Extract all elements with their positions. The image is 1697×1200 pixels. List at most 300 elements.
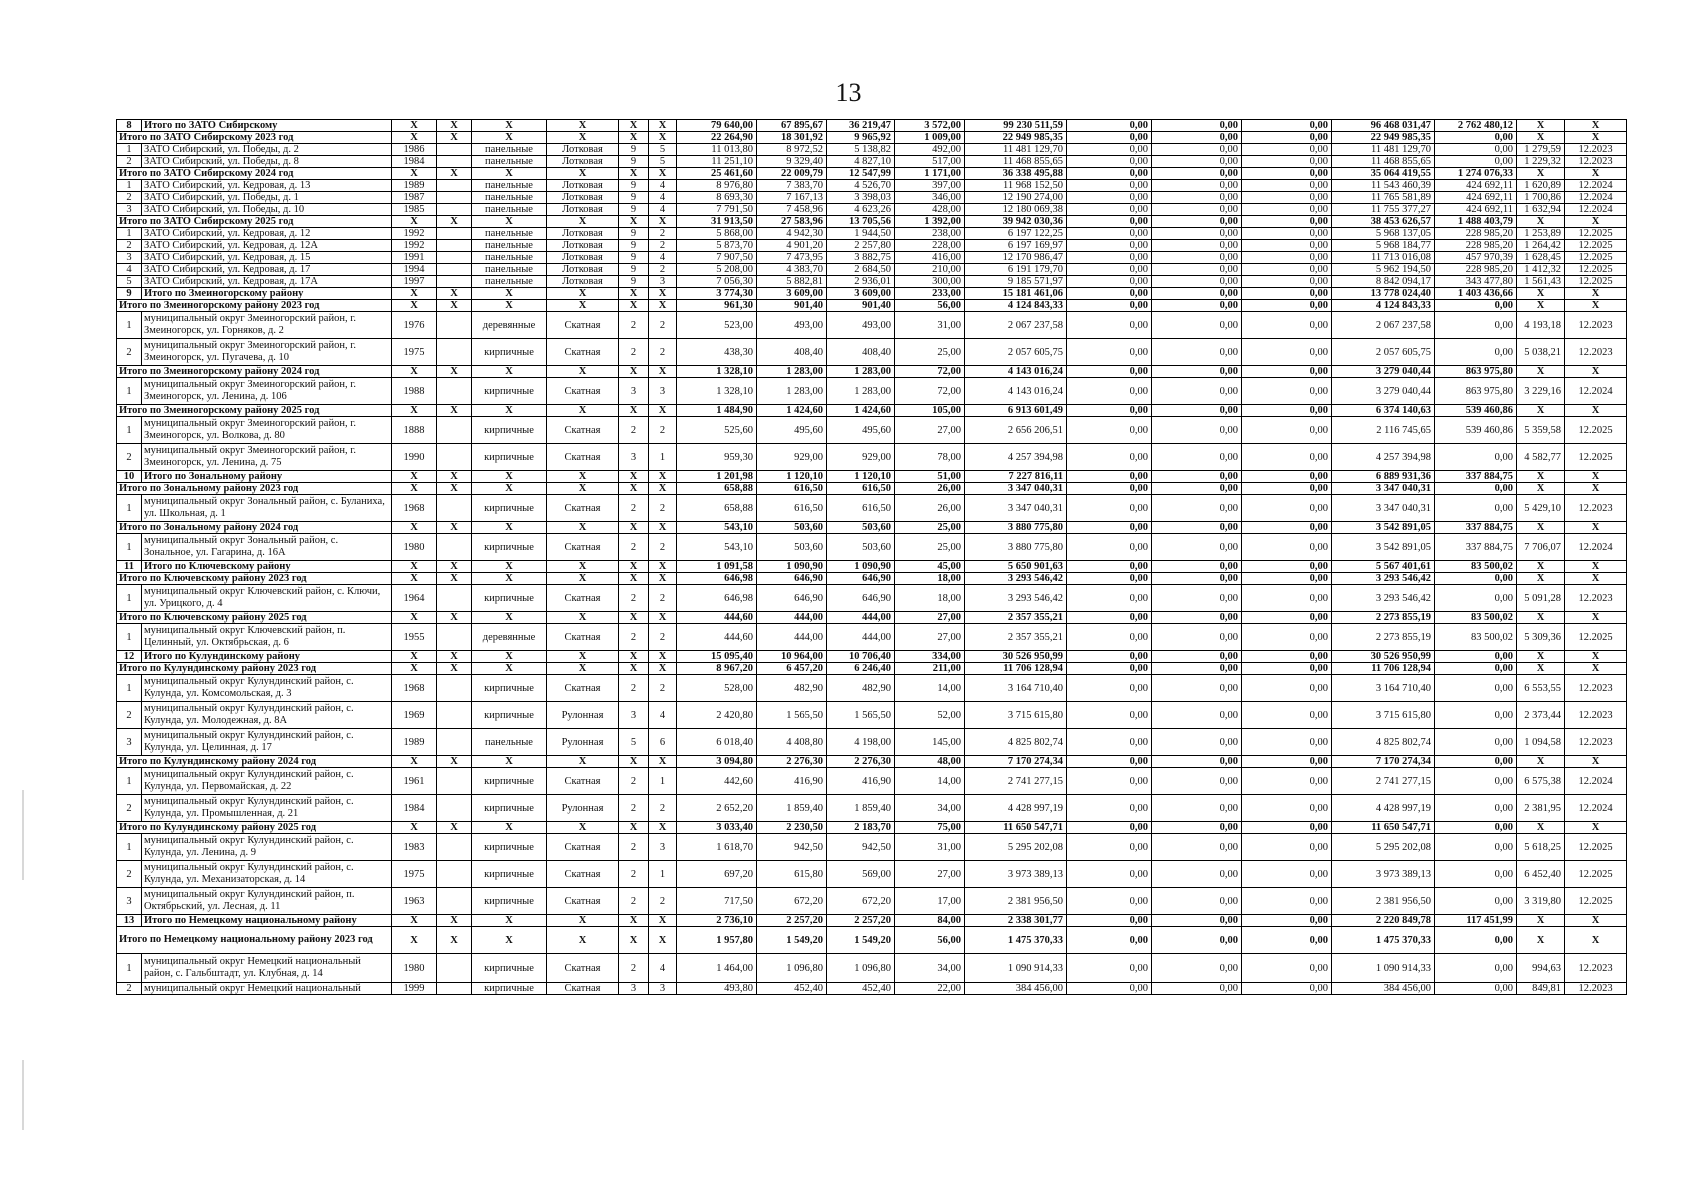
deadline-cell: 12.2025 [1565, 861, 1627, 888]
table-cell: X [437, 300, 472, 312]
table-cell: X [437, 915, 472, 927]
table-cell: 0,00 [1152, 339, 1242, 366]
table-cell: 34,00 [895, 954, 965, 983]
table-cell: 228 985,20 [1435, 264, 1517, 276]
table-cell: X [1517, 522, 1565, 534]
table-cell: X [649, 561, 677, 573]
table-row [117, 729, 1627, 756]
wall-material-cell: кирпичные [472, 795, 547, 822]
row-number-cell: 13 [117, 915, 142, 927]
deadline-cell: X [1565, 651, 1627, 663]
table-cell [437, 444, 472, 471]
wall-material-cell: X [472, 573, 547, 585]
table-cell [437, 264, 472, 276]
table-cell: 0,00 [1067, 405, 1152, 417]
roof-type-cell: X [547, 405, 619, 417]
table-cell: 7 167,13 [757, 192, 827, 204]
table-cell: 6 018,40 [677, 729, 757, 756]
table-cell: 0,00 [1067, 339, 1152, 366]
table-cell: 0,00 [1435, 756, 1517, 768]
table-cell: X [619, 120, 649, 132]
table-cell: 2 057 605,75 [1332, 339, 1435, 366]
table-cell: 0,00 [1067, 522, 1152, 534]
roof-type-cell: X [547, 300, 619, 312]
table-row [117, 264, 1627, 276]
scan-margin-mark [22, 790, 24, 880]
wall-material-cell: X [472, 756, 547, 768]
table-cell: 0,00 [1067, 300, 1152, 312]
table-cell: 0,00 [1152, 702, 1242, 729]
wall-material-cell: X [472, 651, 547, 663]
table-cell: X [619, 522, 649, 534]
subtotal-row [117, 405, 1627, 417]
table-cell: 646,90 [757, 585, 827, 612]
table-cell: 99 230 511,59 [965, 120, 1067, 132]
table-cell: X [649, 915, 677, 927]
table-cell: 4 [649, 954, 677, 983]
row-number-cell: 1 [117, 768, 142, 795]
table-cell: 495,60 [757, 417, 827, 444]
table-cell: 5 295 202,08 [1332, 834, 1435, 861]
subtotal-label-cell: Итого по ЗАТО Сибирскому 2024 год [117, 168, 392, 180]
table-cell: 0,00 [1242, 471, 1332, 483]
year-cell: 1968 [392, 675, 437, 702]
table-cell: 7 170 274,34 [1332, 756, 1435, 768]
address-cell: муниципальный округ Кулундинский район, с. Кулунда, ул. Первомайская, д. 22 [142, 768, 392, 795]
table-cell: 0,00 [1242, 861, 1332, 888]
table-cell: 1 171,00 [895, 168, 965, 180]
table-cell: 0,00 [1435, 300, 1517, 312]
table-cell: X [1517, 168, 1565, 180]
table-cell: 0,00 [1152, 156, 1242, 168]
roof-type-cell: Лотковая [547, 240, 619, 252]
table-cell: 0,00 [1067, 534, 1152, 561]
table-cell [437, 228, 472, 240]
table-row [117, 276, 1627, 288]
wall-material-cell: кирпичные [472, 702, 547, 729]
table-cell: 444,60 [677, 612, 757, 624]
wall-material-cell: X [472, 120, 547, 132]
deadline-cell: X [1565, 132, 1627, 144]
table-cell: 3 347 040,31 [1332, 483, 1435, 495]
wall-material-cell: X [472, 915, 547, 927]
row-number-cell: 1 [117, 495, 142, 522]
table-cell: 0,00 [1435, 861, 1517, 888]
table-cell: 1 [649, 861, 677, 888]
row-number-cell: 2 [117, 861, 142, 888]
table-cell: 646,90 [757, 573, 827, 585]
table-cell: 0,00 [1242, 702, 1332, 729]
table-row [117, 312, 1627, 339]
table-cell: 334,00 [895, 651, 965, 663]
table-cell: 0,00 [1152, 983, 1242, 995]
table-cell: X [619, 822, 649, 834]
table-cell [437, 156, 472, 168]
wall-material-cell: X [472, 927, 547, 954]
table-cell: 4 257 394,98 [1332, 444, 1435, 471]
table-cell: 26,00 [895, 483, 965, 495]
table-cell: 2 [649, 624, 677, 651]
table-cell: 0,00 [1152, 675, 1242, 702]
table-cell: 0,00 [1242, 651, 1332, 663]
deadline-cell: X [1565, 366, 1627, 378]
table-cell: 0,00 [1242, 795, 1332, 822]
roof-type-cell: Скатная [547, 888, 619, 915]
table-cell: 0,00 [1242, 300, 1332, 312]
deadline-cell: 12.2025 [1565, 834, 1627, 861]
wall-material-cell: X [472, 168, 547, 180]
subtotal-row [117, 822, 1627, 834]
table-cell: 36 219,47 [827, 120, 895, 132]
deadline-cell: X [1565, 612, 1627, 624]
table-cell: X [619, 471, 649, 483]
table-cell: 8 842 094,17 [1332, 276, 1435, 288]
table-cell: 1 475 370,33 [1332, 927, 1435, 954]
table-cell [437, 834, 472, 861]
table-cell: X [649, 756, 677, 768]
table-cell: 117 451,99 [1435, 915, 1517, 927]
wall-material-cell: кирпичные [472, 861, 547, 888]
roof-type-cell: X [547, 120, 619, 132]
subtotal-row [117, 927, 1627, 954]
table-cell: X [1517, 756, 1565, 768]
table-cell: 6 889 931,36 [1332, 471, 1435, 483]
roof-type-cell: Скатная [547, 768, 619, 795]
table-cell: 0,00 [1242, 264, 1332, 276]
subtotal-row [117, 366, 1627, 378]
table-cell: 0,00 [1242, 822, 1332, 834]
table-cell: 2 116 745,65 [1332, 417, 1435, 444]
table-cell: 1 403 436,66 [1435, 288, 1517, 300]
table-cell: 3 880 775,80 [965, 534, 1067, 561]
deadline-cell: 12.2023 [1565, 339, 1627, 366]
subtotal-label-cell: Итого по ЗАТО Сибирскому [142, 120, 392, 132]
table-cell: 11 706 128,94 [965, 663, 1067, 675]
year-cell: 1976 [392, 312, 437, 339]
table-cell: 0,00 [1152, 204, 1242, 216]
wall-material-cell: панельные [472, 144, 547, 156]
register-sheet [116, 119, 1626, 995]
table-cell: 0,00 [1152, 585, 1242, 612]
table-cell: 2 [649, 417, 677, 444]
table-cell: 0,00 [1152, 405, 1242, 417]
table-row [117, 495, 1627, 522]
table-cell: 0,00 [1242, 120, 1332, 132]
table-cell: 503,60 [757, 522, 827, 534]
housing-register-table [116, 119, 1627, 995]
subtotal-row [117, 612, 1627, 624]
table-cell: 4 [649, 702, 677, 729]
table-cell: 2 273 855,19 [1332, 624, 1435, 651]
table-cell: 444,60 [677, 624, 757, 651]
table-cell: 4 428 997,19 [965, 795, 1067, 822]
table-cell: 646,90 [827, 585, 895, 612]
table-cell: 528,00 [677, 675, 757, 702]
table-cell: 2 257,20 [757, 915, 827, 927]
address-cell: муниципальный округ Немецкий национальный [142, 983, 392, 995]
row-number-cell: 1 [117, 312, 142, 339]
table-cell: 9 185 571,97 [965, 276, 1067, 288]
table-cell: X [1517, 216, 1565, 228]
address-cell: муниципальный округ Кулундинский район, с. Кулунда, ул. Молодежная, д. 8А [142, 702, 392, 729]
table-cell: 408,40 [757, 339, 827, 366]
table-cell: 83 500,02 [1435, 612, 1517, 624]
table-cell: 79 640,00 [677, 120, 757, 132]
row-number-cell: 1 [117, 534, 142, 561]
table-cell: X [1517, 300, 1565, 312]
table-cell: 2 [619, 888, 649, 915]
table-cell: 0,00 [1152, 288, 1242, 300]
table-cell: 1 091,58 [677, 561, 757, 573]
table-cell: 2 [619, 585, 649, 612]
table-cell: X [437, 756, 472, 768]
table-cell: 493,00 [757, 312, 827, 339]
table-cell: 0,00 [1067, 624, 1152, 651]
address-cell: ЗАТО Сибирский, ул. Победы, д. 2 [142, 144, 392, 156]
table-cell: 0,00 [1152, 768, 1242, 795]
table-cell: 1 700,86 [1517, 192, 1565, 204]
roof-type-cell: Скатная [547, 983, 619, 995]
row-number-cell: 1 [117, 834, 142, 861]
table-cell: 0,00 [1242, 168, 1332, 180]
table-cell: 539 460,86 [1435, 417, 1517, 444]
table-cell: 2 [649, 495, 677, 522]
table-cell: X [649, 612, 677, 624]
table-cell: 0,00 [1152, 240, 1242, 252]
table-cell: 646,98 [677, 573, 757, 585]
table-cell: 482,90 [757, 675, 827, 702]
table-cell: 4 124 843,33 [965, 300, 1067, 312]
table-cell: 438,30 [677, 339, 757, 366]
table-cell: 0,00 [1152, 378, 1242, 405]
address-cell: муниципальный округ Змеиногорский район, г. Змеиногорск, ул. Ленина, д. 106 [142, 378, 392, 405]
table-cell: 0,00 [1242, 417, 1332, 444]
subtotal-label-cell: Итого по Змеиногорскому району 2023 год [117, 300, 392, 312]
table-cell: X [1517, 120, 1565, 132]
roof-type-cell: Скатная [547, 495, 619, 522]
table-cell: 672,20 [827, 888, 895, 915]
table-row [117, 228, 1627, 240]
table-cell: 0,00 [1152, 834, 1242, 861]
table-cell: 31 913,50 [677, 216, 757, 228]
row-number-cell: 10 [117, 471, 142, 483]
deadline-cell: 12.2023 [1565, 729, 1627, 756]
table-cell: 1 120,10 [757, 471, 827, 483]
table-cell [437, 768, 472, 795]
table-cell: 0,00 [1067, 795, 1152, 822]
table-cell: 75,00 [895, 822, 965, 834]
table-cell: X [437, 132, 472, 144]
table-cell: 9 [619, 240, 649, 252]
table-cell: 6 452,40 [1517, 861, 1565, 888]
table-cell: 337 884,75 [1435, 522, 1517, 534]
table-cell: 3 715 615,80 [1332, 702, 1435, 729]
table-cell: 5 [619, 729, 649, 756]
table-cell: 0,00 [1152, 915, 1242, 927]
table-cell: 5 968 137,05 [1332, 228, 1435, 240]
table-cell: 901,40 [827, 300, 895, 312]
table-cell: 2 338 301,77 [965, 915, 1067, 927]
table-cell: 0,00 [1152, 312, 1242, 339]
table-cell: 8 693,30 [677, 192, 757, 204]
table-cell: 6 191 179,70 [965, 264, 1067, 276]
table-cell: 0,00 [1242, 180, 1332, 192]
year-cell: X [392, 522, 437, 534]
table-cell: X [437, 822, 472, 834]
table-cell: 1 424,60 [757, 405, 827, 417]
wall-material-cell: X [472, 483, 547, 495]
table-cell: 3 [649, 276, 677, 288]
table-cell: 0,00 [1435, 888, 1517, 915]
table-cell: X [649, 300, 677, 312]
subtotal-label-cell: Итого по Кулундинскому району 2024 год [117, 756, 392, 768]
table-cell: 10 706,40 [827, 651, 895, 663]
table-cell: X [619, 132, 649, 144]
table-cell: 31,00 [895, 312, 965, 339]
deadline-cell: X [1565, 168, 1627, 180]
table-cell [437, 180, 472, 192]
table-cell: 444,00 [757, 624, 827, 651]
address-cell: муниципальный округ Змеиногорский район, г. Змеиногорск, ул. Горняков, д. 2 [142, 312, 392, 339]
table-cell: X [649, 522, 677, 534]
table-cell: 27,00 [895, 624, 965, 651]
table-cell: 1 283,00 [827, 378, 895, 405]
table-cell: 2 [649, 339, 677, 366]
table-cell: 83 500,02 [1435, 561, 1517, 573]
table-cell: 1 944,50 [827, 228, 895, 240]
table-cell: 2 [619, 339, 649, 366]
table-cell: 0,00 [1242, 405, 1332, 417]
table-cell: 14,00 [895, 675, 965, 702]
table-cell: 11 755 377,27 [1332, 204, 1435, 216]
table-cell: X [1517, 405, 1565, 417]
wall-material-cell: панельные [472, 276, 547, 288]
table-cell: 0,00 [1435, 729, 1517, 756]
table-cell: 2 [619, 312, 649, 339]
table-cell [437, 240, 472, 252]
deadline-cell: X [1565, 300, 1627, 312]
table-cell: 11 013,80 [677, 144, 757, 156]
table-cell: 0,00 [1152, 561, 1242, 573]
table-cell: 2 257,80 [827, 240, 895, 252]
address-cell: муниципальный округ Ключевский район, п. Целинный, ул. Октябрьская, д. 6 [142, 624, 392, 651]
table-cell: 2 [649, 240, 677, 252]
table-cell: 1 283,00 [827, 366, 895, 378]
table-cell: X [1517, 663, 1565, 675]
wall-material-cell: X [472, 300, 547, 312]
table-cell: 3 [649, 983, 677, 995]
table-cell: 5 968 184,77 [1332, 240, 1435, 252]
table-cell: 929,00 [827, 444, 895, 471]
table-cell: 6 197 169,97 [965, 240, 1067, 252]
roof-type-cell: Скатная [547, 534, 619, 561]
roof-type-cell: X [547, 822, 619, 834]
table-cell: 0,00 [1242, 888, 1332, 915]
table-cell: X [1517, 561, 1565, 573]
table-cell: 0,00 [1242, 663, 1332, 675]
wall-material-cell: X [472, 288, 547, 300]
table-cell: 0,00 [1067, 144, 1152, 156]
table-cell: 2 [619, 768, 649, 795]
table-cell: 424 692,11 [1435, 180, 1517, 192]
table-cell: 0,00 [1242, 252, 1332, 264]
table-cell: 0,00 [1152, 471, 1242, 483]
year-cell: X [392, 366, 437, 378]
row-number-cell: 3 [117, 252, 142, 264]
table-cell: 7 706,07 [1517, 534, 1565, 561]
table-cell: 3 609,00 [827, 288, 895, 300]
deadline-cell: X [1565, 822, 1627, 834]
table-cell: 0,00 [1435, 675, 1517, 702]
table-cell: X [649, 822, 677, 834]
row-number-cell: 1 [117, 417, 142, 444]
row-number-cell: 1 [117, 585, 142, 612]
table-cell [437, 204, 472, 216]
table-cell: 39 942 030,36 [965, 216, 1067, 228]
table-cell: 672,20 [757, 888, 827, 915]
table-cell: 5 091,28 [1517, 585, 1565, 612]
table-cell [437, 144, 472, 156]
deadline-cell: 12.2025 [1565, 252, 1627, 264]
table-cell: 0,00 [1242, 444, 1332, 471]
year-cell: 1989 [392, 729, 437, 756]
table-cell: 616,50 [827, 483, 895, 495]
deadline-cell: X [1565, 756, 1627, 768]
table-cell: 0,00 [1152, 495, 1242, 522]
table-cell: 22 009,79 [757, 168, 827, 180]
table-cell: 34,00 [895, 795, 965, 822]
subtotal-row [117, 915, 1627, 927]
table-cell: X [437, 483, 472, 495]
table-cell: 51,00 [895, 471, 965, 483]
table-cell: 569,00 [827, 861, 895, 888]
table-cell: 5 038,21 [1517, 339, 1565, 366]
wall-material-cell: X [472, 405, 547, 417]
table-cell: 0,00 [1067, 573, 1152, 585]
year-cell: X [392, 216, 437, 228]
year-cell: 1963 [392, 888, 437, 915]
table-cell [437, 192, 472, 204]
deadline-cell: 12.2023 [1565, 954, 1627, 983]
table-row [117, 180, 1627, 192]
table-cell: 4 428 997,19 [1332, 795, 1435, 822]
table-cell: 493,80 [677, 983, 757, 995]
table-cell: 2 652,20 [677, 795, 757, 822]
table-cell: 0,00 [1435, 156, 1517, 168]
table-cell: X [437, 561, 472, 573]
year-cell: 1990 [392, 444, 437, 471]
table-cell: 15 095,40 [677, 651, 757, 663]
deadline-cell: X [1565, 471, 1627, 483]
roof-type-cell: Рулонная [547, 795, 619, 822]
table-cell: 1 090,90 [757, 561, 827, 573]
table-cell: 1 488 403,79 [1435, 216, 1517, 228]
table-cell: 0,00 [1435, 954, 1517, 983]
table-cell [437, 702, 472, 729]
table-cell: 0,00 [1242, 132, 1332, 144]
roof-type-cell: Лотковая [547, 228, 619, 240]
table-cell: 4 [649, 192, 677, 204]
table-cell: 0,00 [1242, 624, 1332, 651]
table-cell: X [437, 573, 472, 585]
roof-type-cell: Лотковая [547, 264, 619, 276]
table-cell: 493,00 [827, 312, 895, 339]
table-cell: X [649, 471, 677, 483]
table-cell [437, 585, 472, 612]
table-cell: 56,00 [895, 300, 965, 312]
table-cell: X [619, 915, 649, 927]
table-cell: 27 583,96 [757, 216, 827, 228]
